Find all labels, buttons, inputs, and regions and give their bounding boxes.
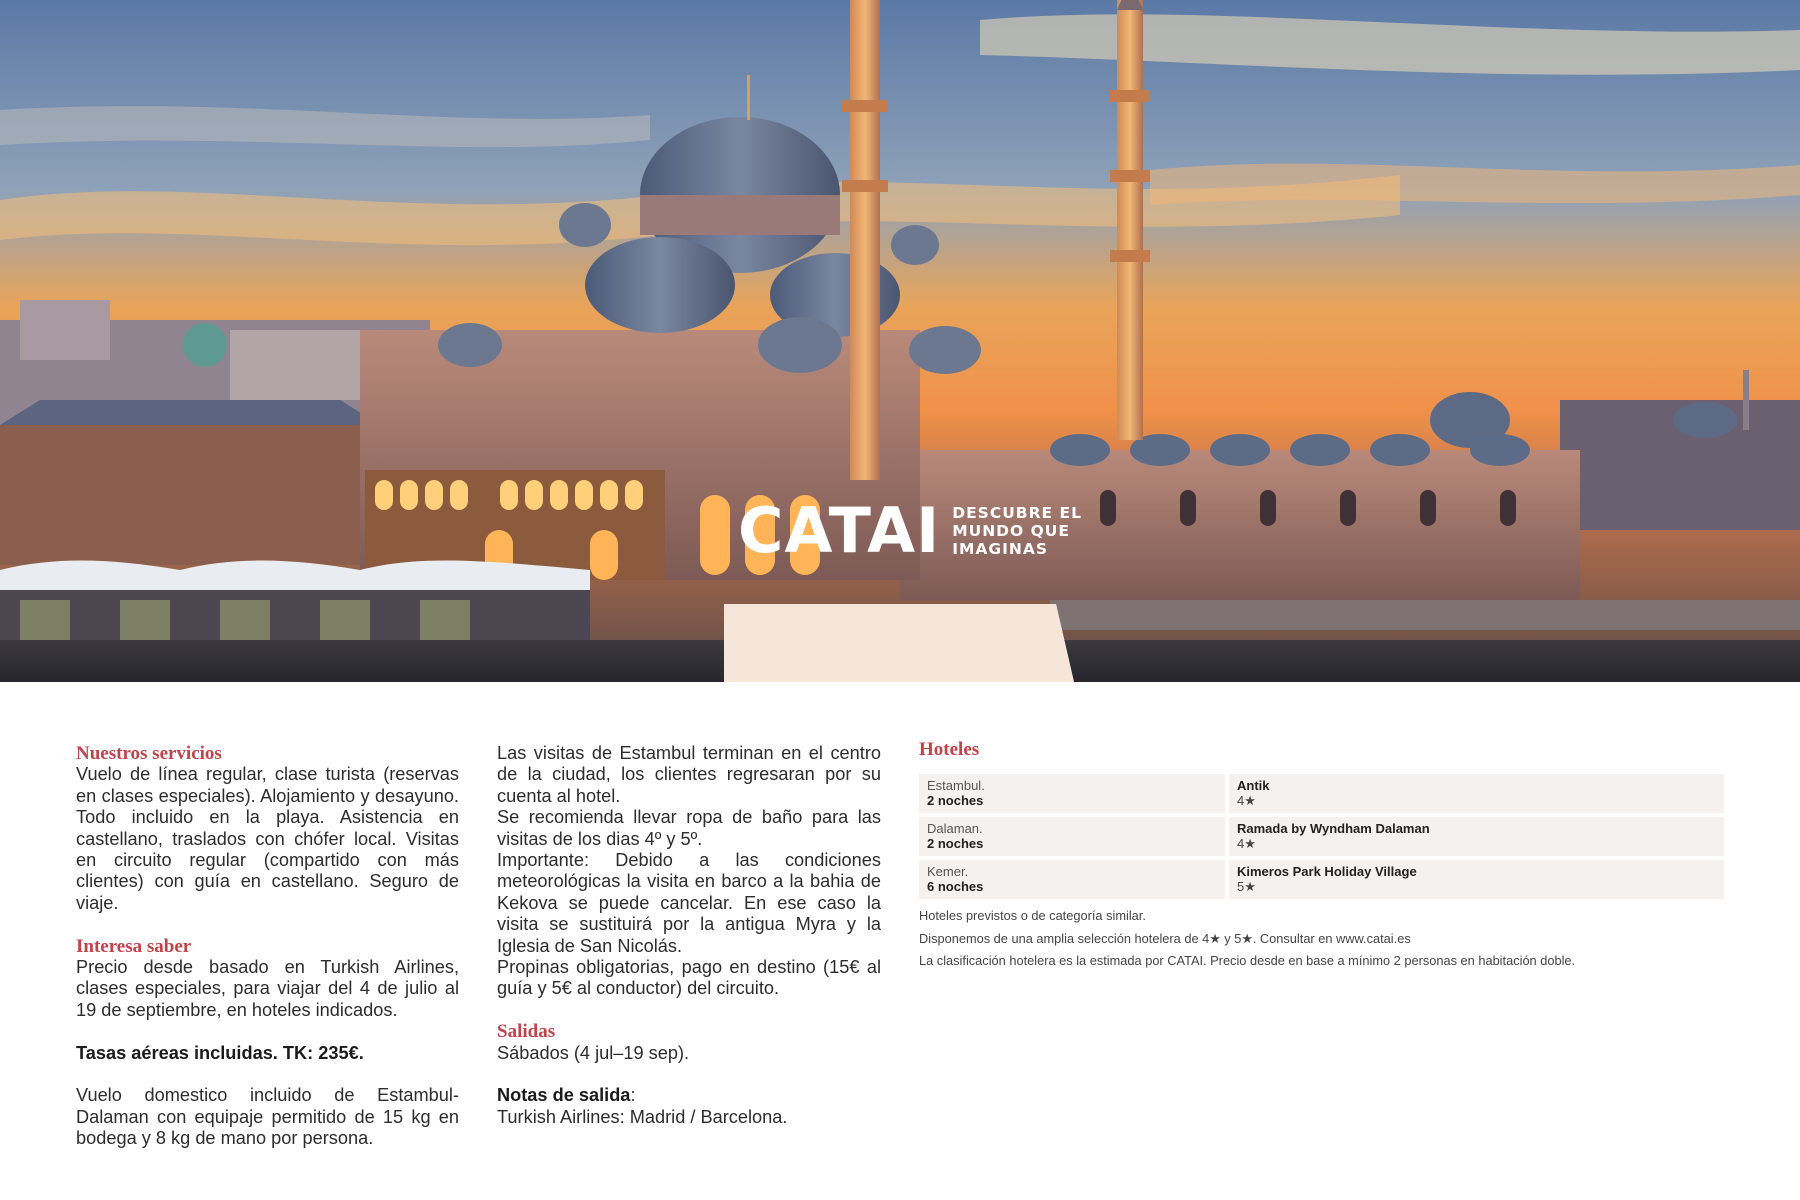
- hotel-note: La clasificación hotelera es la estimada por CATAI. Precio desde en base a mínimo 2 personas en habitación doble.: [919, 953, 1576, 968]
- hotel-cell: Ramada by Wyndham Dalaman 4★: [1229, 817, 1724, 856]
- section-title-servicios: Nuestros servicios: [76, 743, 222, 764]
- table-row: [919, 860, 1724, 899]
- notas-text: Turkish Airlines: Madrid / Barcelona.: [497, 1106, 788, 1127]
- brand-tagline: DESCUBRE EL MUNDO QUE IMAGINAS: [952, 504, 1082, 558]
- salidas-text: Sábados (4 jul–19 sep).: [497, 1042, 690, 1063]
- catai-logo: [738, 494, 1082, 567]
- vuelo-domestico-text: Vuelo domestico incluido de Estambul-Dalaman con equipaje permitido de 15 kg en bodega y 8 kg de mano por persona.: [76, 1085, 459, 1149]
- servicios-text: Vuelo de línea regular, clase turista (reservas en clases especiales). Alojamiento y desayuno. Todo incluido en la playa. Asistencia en castellano, traslados con chófer local. Visitas en circuito regular (compartido con más clientes) con guía en castellano. Seguro de viaje.: [76, 764, 459, 913]
- city-cell: Kemer. 6 noches: [919, 860, 1225, 899]
- importante-text: Importante: Debido a las condiciones meteorológicas la visita en barco a la bahia de Kekova se puede cancelar. En ese caso la visita se sustituirá por la antigua Myra y la Iglesia de San Nicolás.: [497, 850, 881, 956]
- hotel-cell: Antik 4★: [1229, 774, 1724, 813]
- table-row: [919, 817, 1724, 856]
- notas-title-line: Notas de salida:: [497, 1085, 636, 1106]
- hotels-table: [915, 770, 1728, 903]
- propinas-text: Propinas obligatorias, pago en destino (15€ al guía y 5€ al conductor) del circuito.: [497, 957, 881, 999]
- interesa-text: Precio desde basado en Turkish Airlines, clases especiales, para viajar del 4 de julio al 19 de septiembre, en hoteles indicados.: [76, 957, 459, 1020]
- visitas-text: Las visitas de Estambul terminan en el centro de la ciudad, los clientes regresaran por su cuenta al hotel.: [497, 743, 881, 806]
- hotel-note: Disponemos de una amplia selección hotelera de 4★ y 5★. Consultar en www.catai.es: [919, 930, 1411, 946]
- city-cell: Estambul. 2 noches: [919, 774, 1225, 813]
- column-notes: [497, 743, 881, 1128]
- tasas-text: Tasas aéreas incluidas. TK: 235€.: [76, 1042, 364, 1063]
- hotel-notes: [919, 905, 1724, 972]
- section-title-notas: Notas de salida: [497, 1085, 631, 1106]
- column-hotels: [919, 739, 1724, 972]
- section-title-salidas: Salidas: [497, 1021, 556, 1043]
- column-services: [76, 743, 459, 1150]
- hotel-note: Hoteles previstos o de categoría similar.: [919, 908, 1146, 924]
- brand-name: CATAI: [738, 494, 941, 567]
- section-title-hoteles: Hoteles: [919, 739, 980, 760]
- table-row: [919, 774, 1724, 813]
- city-cell: Dalaman. 2 noches: [919, 817, 1225, 856]
- section-title-interesa: Interesa saber: [76, 935, 192, 957]
- hotel-cell: Kimeros Park Holiday Village 5★: [1229, 860, 1724, 899]
- ropa-text: Se recomienda llevar ropa de baño para las visitas de los dias 4º y 5º.: [497, 807, 881, 849]
